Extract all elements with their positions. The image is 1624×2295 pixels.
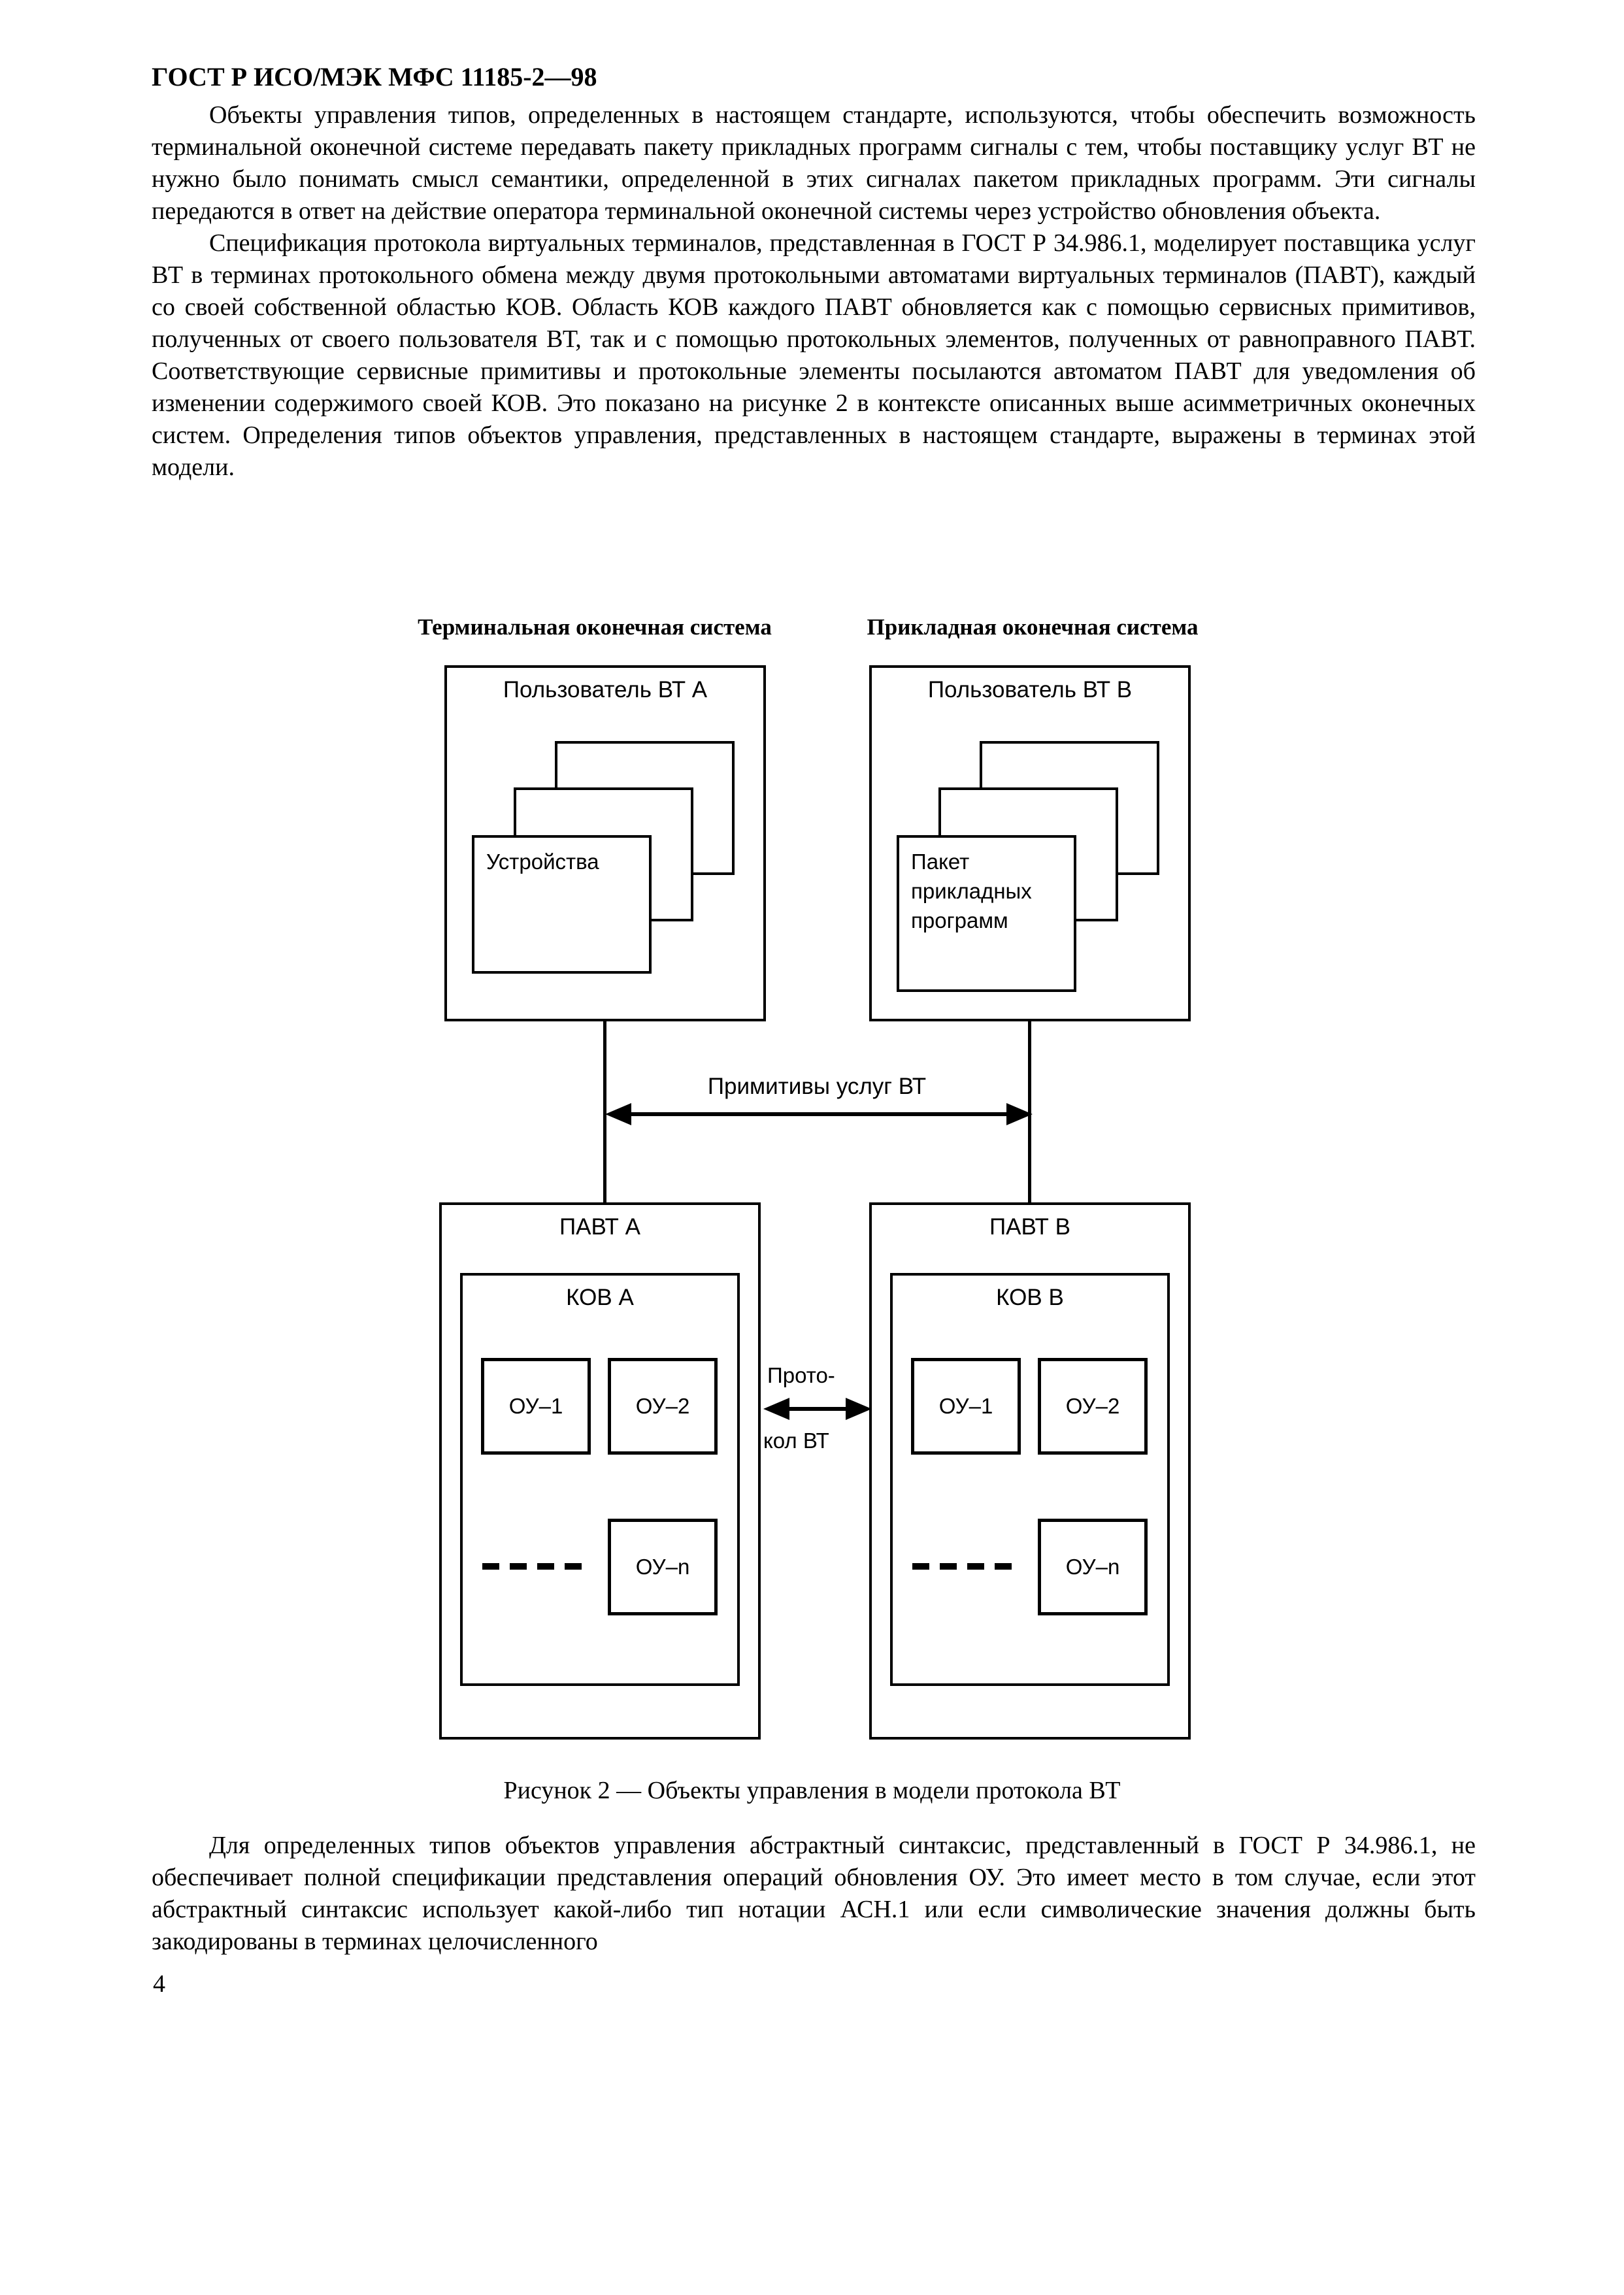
body-text-bottom <box>152 1830 1476 1958</box>
protocol-label-line1: Прото- <box>767 1363 835 1387</box>
user-vt-a-title: Пользователь ВТ А <box>503 677 708 702</box>
devices-label: Устройства <box>486 850 599 874</box>
figure-caption: Рисунок 2 — Объекты управления в модели протокола ВТ <box>503 1777 1121 1804</box>
user-vt-a-box <box>444 665 766 1021</box>
pavt-a-box <box>439 1202 761 1740</box>
primitives-arrowhead-left-icon <box>605 1103 631 1125</box>
ou-2-b-label: ОУ–2 <box>1065 1394 1120 1418</box>
ou-n-a-box <box>608 1519 718 1615</box>
terminal-system-title: Терминальная оконечная система <box>418 614 772 640</box>
ou-n-b-label: ОУ–n <box>1065 1555 1120 1579</box>
kov-a-title: КОВ А <box>566 1285 634 1310</box>
ou-n-a-label: ОУ–n <box>635 1555 690 1579</box>
ou-1-a-box <box>481 1358 591 1455</box>
user-vt-b-title: Пользователь ВТ В <box>927 677 1133 702</box>
application-package-box <box>897 835 1076 992</box>
pavt-a-title: ПАВТ А <box>559 1214 640 1240</box>
kov-b-title: КОВ В <box>996 1285 1064 1310</box>
ou-1-b-box <box>911 1358 1021 1455</box>
pavt-b-title: ПАВТ В <box>989 1214 1070 1240</box>
ellipsis-dashes-b <box>912 1563 1012 1570</box>
protocol-arrowhead-right-icon <box>846 1398 872 1420</box>
pavt-b-box <box>869 1202 1191 1740</box>
paragraph-3: Для определенных типов объектов управления абстрактный синтаксис, представленный в ГОСТ Р 34.986.1, не обеспечивает полной спецификации представления операций обновления ОУ. Это имеет место в том случае, если этот абстрактный синтаксис использует какой-либо тип нотации АСН.1 или если символические значения должны быть закодированы в терминах целочисленного <box>152 1832 1476 1955</box>
paragraph-2: Спецификация протокола виртуальных терминалов, представленная в ГОСТ Р 34.986.1, моделирует поставщика услуг ВТ в терминах протокольного обмена между двумя протокольными автоматами виртуальных терминалов (ПАВТ), каждый со своей собственной областью КОВ. Область КОВ каждого ПАВТ обновляется как с помощью сервисных примитивов, полученных от своего пользователя ВТ, так и с помощью протокольных элементов, полученных от равноправного ПАВТ. Соответствующие сервисные примитивы и протокольные элементы посылаются автоматом ПАВТ для уведомления об изменении содержимого своей КОВ. Это показано на рисунке 2 в контексте описанных выше асимметричных оконечных систем. Определения типов объектов управления, представленных в настоящем стандарте, выражены в терминах этой модели. <box>152 229 1476 481</box>
ou-2-a-label: ОУ–2 <box>635 1394 690 1418</box>
ou-2-b-box <box>1038 1358 1148 1455</box>
ou-1-b-label: ОУ–1 <box>938 1394 993 1418</box>
protocol-arrowhead-left-icon <box>763 1398 789 1420</box>
protocol-label-line2: кол ВТ <box>763 1428 829 1453</box>
primitives-arrowhead-right-icon <box>1006 1103 1033 1125</box>
figure-2-diagram <box>0 614 1624 1843</box>
ou-n-b-box <box>1038 1519 1148 1615</box>
ou-1-a-label: ОУ–1 <box>508 1394 563 1418</box>
kov-b-box <box>890 1273 1170 1686</box>
page-number: 4 <box>153 1970 165 1998</box>
ou-2-a-box <box>608 1358 718 1455</box>
devices-box <box>472 835 652 974</box>
application-system-title: Прикладная оконечная система <box>867 614 1199 640</box>
body-text-top <box>152 99 1476 484</box>
kov-a-box <box>460 1273 740 1686</box>
paragraph-1: Объекты управления типов, определенных в настоящем стандарте, используются, чтобы обеспечить возможность терминальной оконечной системе передавать пакету прикладных программ сигналы с тем, чтобы поставщику услуг ВТ не нужно было понимать смысл семантики, определенной в этих сигналах пакетом прикладных программ. Эти сигналы передаются в ответ на действие оператора терминальной оконечной системы через устройство обновления объекта. <box>152 101 1476 225</box>
document-header: ГОСТ Р ИСО/МЭК МФС 11185-2—98 <box>152 62 597 91</box>
application-package-label: Пакет прикладных программ <box>911 850 1032 933</box>
protocol-arrow-line <box>787 1407 848 1411</box>
primitives-arrow-line <box>629 1112 1009 1116</box>
ellipsis-dashes-a <box>482 1563 582 1570</box>
primitives-arrow-label: Примитивы услуг ВТ <box>707 1074 927 1099</box>
user-vt-b-box <box>869 665 1191 1021</box>
